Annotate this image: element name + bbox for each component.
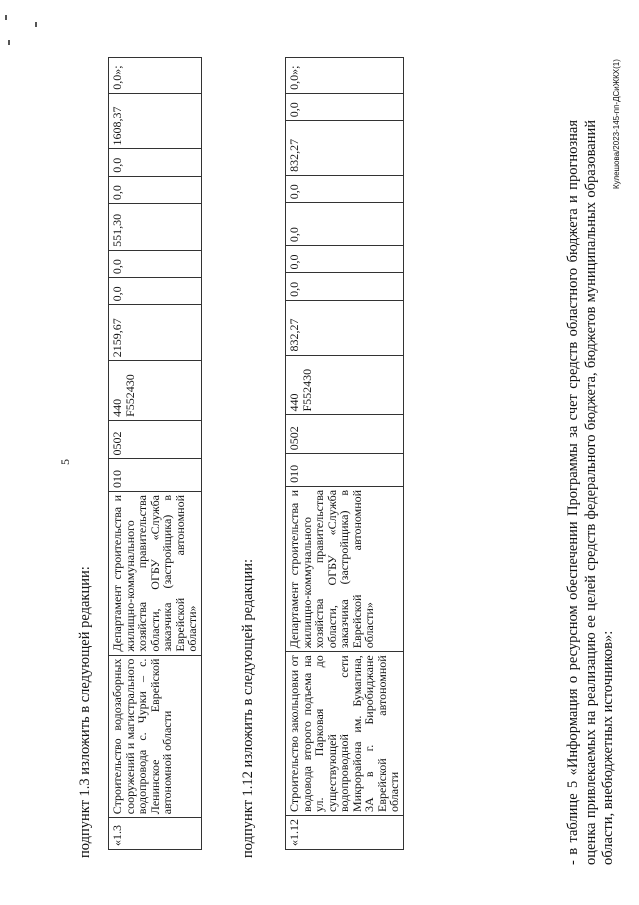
cell-y1: 0,0 [286,273,404,300]
table-1-12 [285,57,404,850]
cell-total: 2159,67 [109,305,202,361]
cell-y7: 0,0»; [286,58,404,94]
cell-y1: 0,0 [109,278,202,305]
cell-csr: 440 F552430 [109,361,202,421]
cell-y3: 0,0 [286,203,404,246]
table-1-3 [108,57,202,850]
table-row [286,58,404,850]
cell-index: «1.12 [286,816,404,850]
page-number: 5 [58,459,72,465]
intro-1-12: подпункт 1.12 изложить в следующей редакции: [240,558,256,858]
cell-object: Строительство закольцовки от водовода второго подъема на ул. Парковая до существующей водопроводной сети Микрорайона им. Бумагина, 3А в г. Биробиджане Еврейской автономной области [286,652,404,816]
cell-y6: 0,0 [286,93,404,120]
cell-grbs: 010 [109,459,202,492]
cell-y2: 0,0 [109,250,202,277]
cell-y2: 0,0 [286,246,404,273]
table-row [109,58,202,850]
cell-rzpr: 0502 [286,415,404,454]
cell-object: Строительство водозаборных сооружений и магистрального водопровода с. Чурки – с. Ленинское Еврейской автономной области [109,655,202,818]
cell-y7: 0,0»; [109,58,202,94]
file-name: Кулешова/2023-145-пп-ДСиЖКХ(1) [612,59,621,189]
cell-csr: 440 F552430 [286,355,404,415]
cell-total: 832,27 [286,300,404,355]
footer-paragraph: - в таблице 5 «Информация о ресурсном обеспечении Программы за счет средств областного бюджета и прогнозная оценка привлекаемых на реализацию ее целей средств федерального бюджета, бюджетов муниципальных образований области, внебюджетных источников»: [565,120,616,865]
cell-y6: 1608,37 [109,93,202,149]
cell-y4: 0,0 [286,175,404,202]
intro-1-3: подпункт 1.3 изложить в следующей редакции: [77,566,93,858]
cell-y3: 551,30 [109,204,202,251]
cell-y4: 0,0 [109,176,202,203]
cell-grbs: 010 [286,454,404,487]
scan-mark [8,40,10,45]
cell-executor: Департамент строительства и жилищно-коммунального хозяйства правительства области, ОГБУ «Служба заказчика (застройщика) в Еврейской автономной области» [109,491,202,655]
scan-mark [5,15,7,20]
cell-rzpr: 0502 [109,420,202,459]
cell-index: «1.3 [109,818,202,850]
cell-y5: 0,0 [109,149,202,176]
scan-mark [35,22,37,27]
cell-executor: Департамент строительства и жилищно-коммунального хозяйства правительства области, ОГБУ «Служба заказчика (застройщика) в Еврейской автономной области» [286,486,404,651]
cell-y5: 832,27 [286,121,404,176]
